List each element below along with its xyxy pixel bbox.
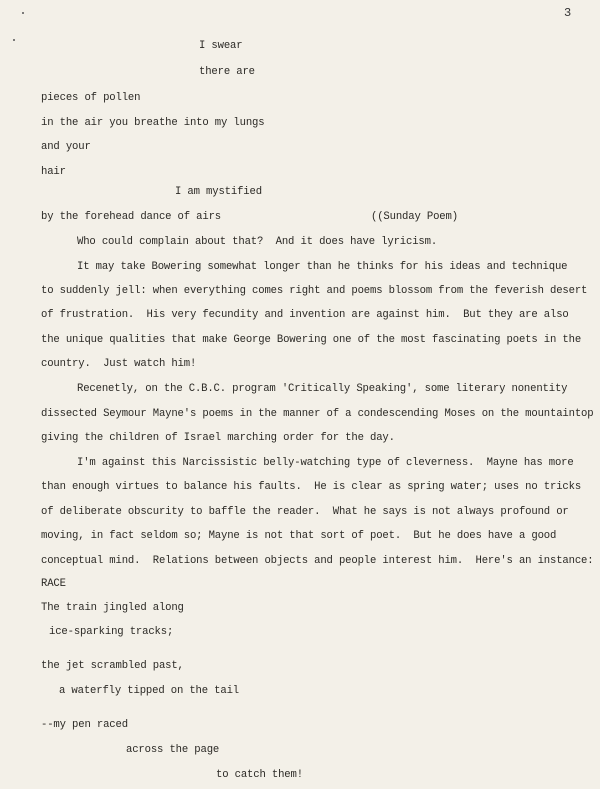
text-line: dissected Seymour Mayne's poems in the manner of a condescending Moses on the mountaintop bbox=[41, 408, 594, 420]
text-line: than enough virtues to balance his faults. He is clear as spring water; uses no tricks bbox=[41, 481, 582, 493]
poem-line: The train jingled along bbox=[41, 602, 184, 614]
text-line: Who could complain about that? And it does have lyricism. bbox=[77, 236, 438, 248]
poem-line: to catch them! bbox=[216, 769, 303, 781]
text-line: the unique qualities that make George Bowering one of the most fascinating poets in the bbox=[41, 334, 582, 346]
margin-speck bbox=[22, 12, 24, 14]
poem-line: pieces of pollen bbox=[41, 92, 141, 104]
poem-line: --my pen raced bbox=[41, 719, 128, 731]
poem-line: I am mystified bbox=[175, 186, 262, 198]
margin-speck bbox=[13, 39, 15, 41]
poem-title-note: ((Sunday Poem) bbox=[371, 211, 458, 223]
text-line: to suddenly jell: when everything comes right and poems blossom from the feverish desert bbox=[41, 285, 588, 297]
text-line: moving, in fact seldom so; Mayne is not that sort of poet. But he does have a good bbox=[41, 530, 557, 542]
text-line: conceptual mind. Relations between objects and people interest him. Here's an instance: bbox=[41, 555, 594, 567]
poem-title: RACE bbox=[41, 578, 66, 590]
poem-line: across the page bbox=[126, 744, 220, 756]
page-number: 3 bbox=[564, 6, 572, 20]
text-line: of frustration. His very fecundity and invention are against him. But they are also bbox=[41, 309, 569, 321]
text-line: I'm against this Narcissistic belly-watching type of cleverness. Mayne has more bbox=[77, 457, 574, 469]
poem-line: a waterfly tipped on the tail bbox=[59, 685, 240, 697]
poem-line: and your bbox=[41, 141, 91, 153]
text-line: country. Just watch him! bbox=[41, 358, 197, 370]
text-line: giving the children of Israel marching order for the day. bbox=[41, 432, 395, 444]
poem-line: in the air you breathe into my lungs bbox=[41, 117, 265, 129]
poem-line: the jet scrambled past, bbox=[41, 660, 184, 672]
poem-line: ice-sparking tracks; bbox=[49, 626, 174, 638]
poem-line: hair bbox=[41, 166, 66, 178]
poem-line: I swear bbox=[199, 40, 243, 52]
text-line: of deliberate obscurity to baffle the reader. What he says is not always profound or bbox=[41, 506, 569, 518]
text-line: Recenetly, on the C.B.C. program 'Critically Speaking', some literary nonentity bbox=[77, 383, 568, 395]
poem-line: by the forehead dance of airs bbox=[41, 211, 222, 223]
text-line: It may take Bowering somewhat longer than he thinks for his ideas and technique bbox=[77, 261, 568, 273]
poem-line: there are bbox=[199, 66, 255, 78]
